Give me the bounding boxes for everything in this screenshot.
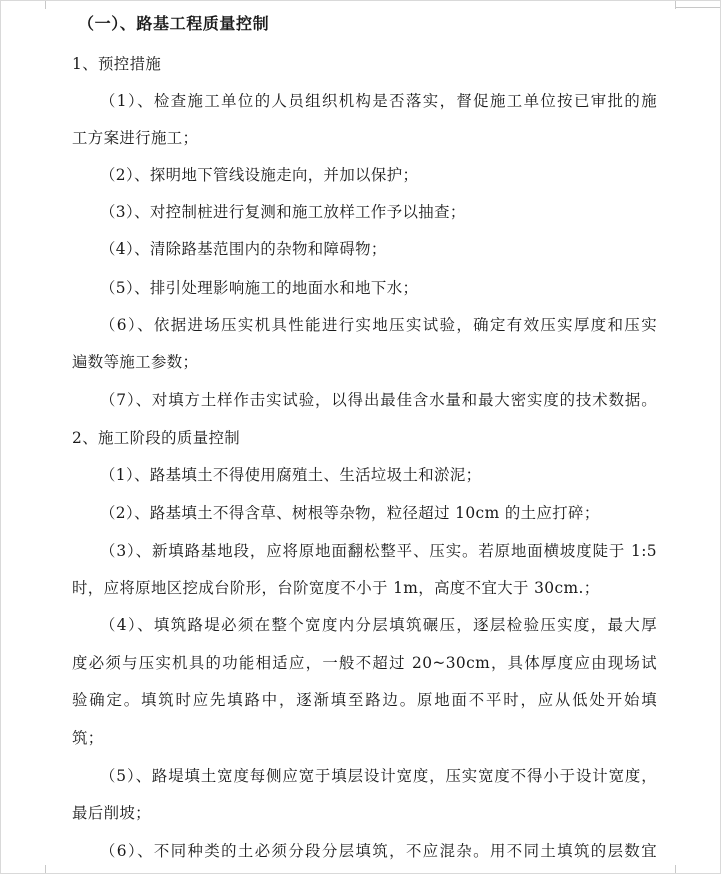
crop-mark-bottom-right — [675, 865, 676, 873]
paragraph-line: （1）、检查施工单位的人员组织机构是否落实，督促施工单位按已审批的施 — [100, 92, 657, 110]
paragraph-line: 筑； — [72, 729, 104, 747]
paragraph-line: 工方案进行施工； — [72, 129, 199, 147]
paragraph-line: 时，应将原地区挖成台阶形，台阶宽度不小于 1m，高度不宜大于 30cm.； — [72, 579, 600, 597]
crop-mark-top-right-horizontal — [676, 7, 720, 8]
crop-mark-top-left — [45, 1, 46, 9]
paragraph-line: 度必须与压实机具的功能相适应，一般不超过 20~30cm，具体厚度应由现场试 — [72, 654, 657, 672]
subsection-title: 2、施工阶段的质量控制 — [72, 429, 241, 447]
paragraph-line: 最后削坡； — [72, 804, 151, 822]
paragraph-line: 遍数等施工参数； — [72, 353, 199, 371]
paragraph-line: （6）、不同种类的土必须分段分层填筑，不应混杂。用不同土填筑的层数宜 — [100, 842, 657, 860]
crop-mark-bottom-left — [45, 865, 46, 873]
paragraph-line: （3）、对控制桩进行复测和施工放样工作予以抽查； — [100, 203, 466, 221]
paragraph-line: （2）、路基填土不得含草、树根等杂物，粒径超过 10cm 的土应打碎； — [100, 504, 600, 522]
paragraph-line: （5）、排引处理影响施工的地面水和地下水； — [100, 279, 419, 297]
paragraph-line: （5）、路堤填土宽度每侧应宽于填层设计宽度，压实宽度不得小于设计宽度， — [100, 767, 657, 785]
paragraph-line: （2）、探明地下管线设施走向，并加以保护； — [100, 166, 419, 184]
paragraph-line: （6）、依据进场压实机具性能进行实地压实试验，确定有效压实厚度和压实 — [100, 316, 657, 334]
paragraph-line: （1）、路基填土不得使用腐殖土、生活垃圾土和淤泥； — [100, 466, 482, 484]
paragraph-line: （4）、清除路基范围内的杂物和障碍物； — [100, 240, 387, 258]
subsection-title: 1、预控措施 — [72, 55, 162, 73]
section-heading: （一）、路基工程质量控制 — [78, 14, 270, 33]
paragraph-line: （3）、新填路基地段，应将原地面翻松整平、压实。若原地面横坡度陡于 1:5 — [100, 542, 657, 560]
paragraph-line: （7）、对填方土样作击实试验，以得出最佳含水量和最大密实度的技术数据。 — [100, 391, 657, 409]
paragraph-line: （4）、填筑路堤必须在整个宽度内分层填筑碾压，逐层检验压实度，最大厚 — [100, 616, 657, 634]
paragraph-line: 验确定。填筑时应先填路中，逐渐填至路边。原地面不平时，应从低处开始填 — [72, 691, 657, 709]
